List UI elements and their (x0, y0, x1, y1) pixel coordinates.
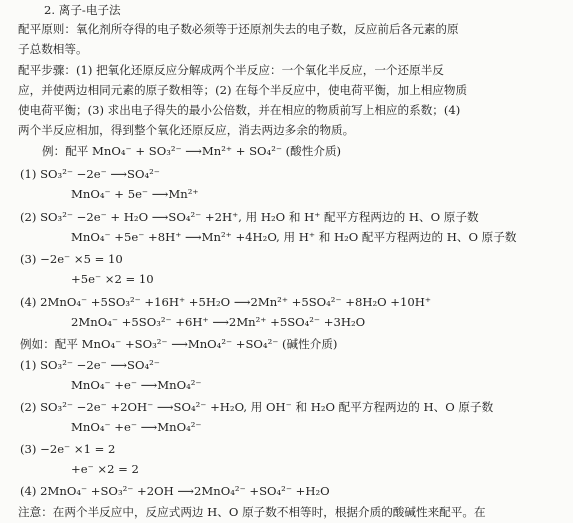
example2-heading: 例如：配平 MnO₄⁻ +SO₃²⁻ ⟶MnO₄²⁻ +SO₄²⁻ (碱性介质) (20, 337, 338, 351)
principle-line-1: 配平原则：氧化剂所夺得的电子数必须等于还原剂失去的电子数，反应前后各元素的原 (18, 22, 459, 36)
example1-step2-oxidation: (2) SO₃²⁻ −2e⁻ + H₂O ⟶SO₄²⁻ +2H⁺, 用 H₂O 和 H⁺ 配平方程两边的 H、O 原子数 (20, 210, 479, 224)
steps-line-2: 应，并使两边相同元素的原子数相等；(2) 在每个半反应中，使电荷平衡，加上相应物质 (18, 83, 468, 97)
example2-step2-reduction: MnO₄⁻ +e⁻ ⟶MnO₄²⁻ (71, 420, 202, 434)
example1-heading: 例：配平 MnO₄⁻ + SO₃²⁻ ⟶Mn²⁺ + SO₄²⁻ (酸性介质) (42, 144, 342, 158)
steps-line-1: 配平步骤：(1) 把氧化还原反应分解成两个半反应：一个氧化半反应，一个还原半反 (18, 63, 444, 77)
example1-step3-line1: (3) −2e⁻ ×5 = 10 (20, 252, 123, 266)
steps-line-3: 使电荷平衡；(3) 求出电子得失的最小公倍数，并在相应的物质前写上相应的系数；(4) (18, 103, 461, 117)
example1-step4-line1: (4) 2MnO₄⁻ +5SO₃²⁻ +16H⁺ +5H₂O ⟶2Mn²⁺ +5SO₄²⁻ +8H₂O +10H⁺ (20, 295, 432, 309)
example2-step2-oxidation: (2) SO₃²⁻ −2e⁻ +2OH⁻ ⟶SO₄²⁻ +H₂O, 用 OH⁻ 和 H₂O 配平方程两边的 H、O 原子数 (20, 400, 494, 414)
example2-step3-line2: +e⁻ ×2 = 2 (71, 462, 139, 476)
example1-step2-reduction: MnO₄⁻ +5e⁻ +8H⁺ ⟶Mn²⁺ +4H₂O, 用 H⁺ 和 H₂O 配平方程两边的 H、O 原子数 (71, 230, 517, 244)
example1-step3-line2: +5e⁻ ×2 = 10 (71, 272, 154, 286)
example1-step1-reduction: MnO₄⁻ + 5e⁻ ⟶Mn²⁺ (71, 187, 199, 201)
note-line: 注意：在两个半反应中，反应式两边 H、O 原子数不相等时，根据介质的酸碱性来配平。在 (18, 505, 486, 519)
principle-line-2: 子总数相等。 (18, 42, 88, 56)
section-title: 2. 离子-电子法 (44, 3, 121, 17)
steps-line-4: 两个半反应相加，得到整个氧化还原反应，消去两边多余的物质。 (18, 123, 355, 137)
example2-step1-oxidation: (1) SO₃²⁻ −2e⁻ ⟶SO₄²⁻ (20, 358, 160, 372)
example1-step4-line2: 2MnO₄⁻ +5SO₃²⁻ +6H⁺ ⟶2Mn²⁺ +5SO₄²⁻ +3H₂O (71, 315, 366, 329)
example2-step4-line1: (4) 2MnO₄⁻ +SO₃²⁻ +2OH ⟶2MnO₄²⁻ +SO₄²⁻ +H₂O (20, 484, 330, 498)
example2-step3-line1: (3) −2e⁻ ×1 = 2 (20, 442, 116, 456)
example1-step1-oxidation: (1) SO₃²⁻ −2e⁻ ⟶SO₄²⁻ (20, 167, 160, 181)
example2-step1-reduction: MnO₄⁻ +e⁻ ⟶MnO₄²⁻ (71, 378, 202, 392)
